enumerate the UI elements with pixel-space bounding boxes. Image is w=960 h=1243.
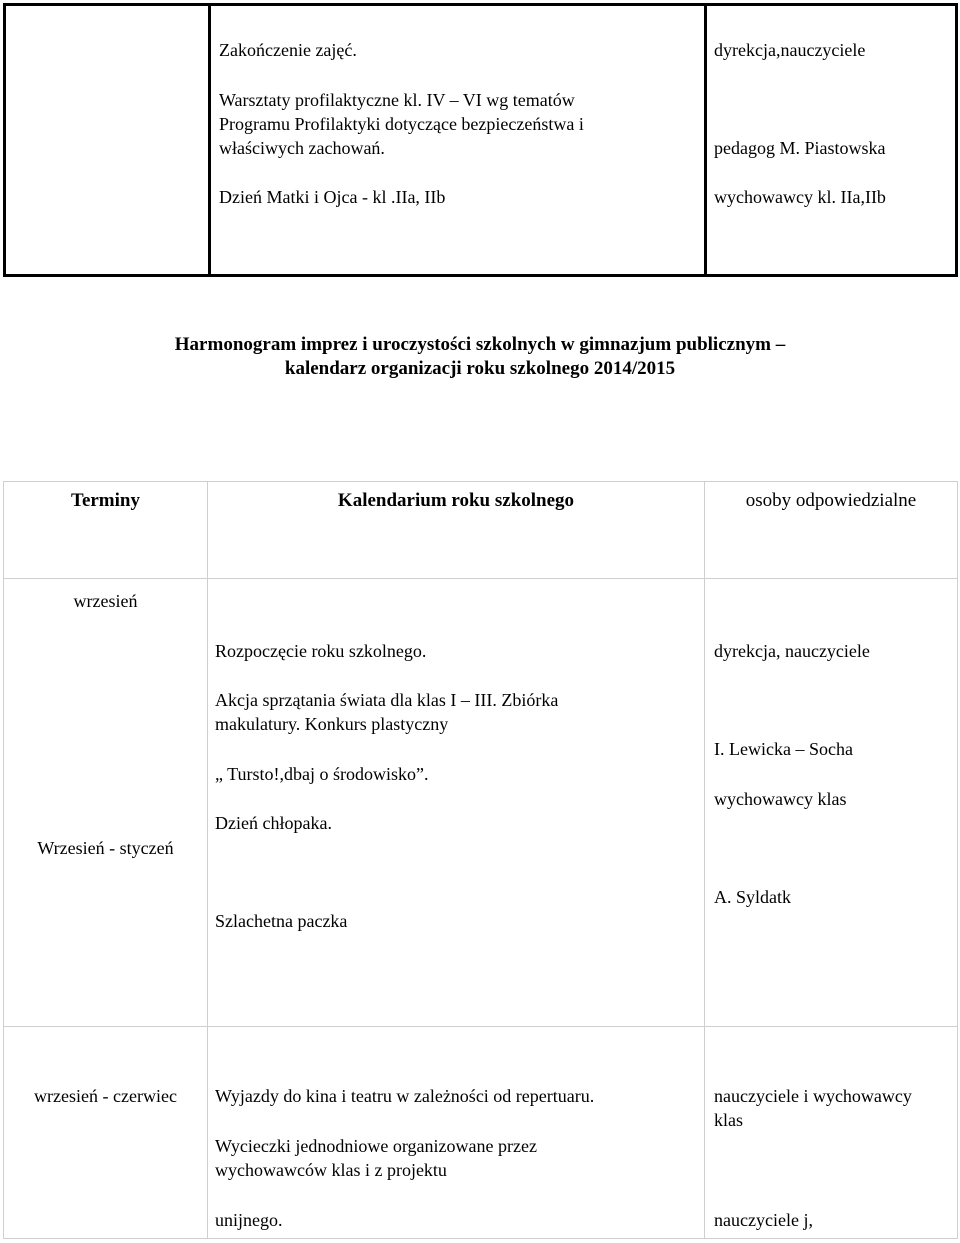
term-september-january: Wrzesień - styczeń <box>37 838 174 858</box>
event-cinema-theatre: Wyjazdy do kina i teatru w zależności od repertuaru. <box>215 1086 595 1106</box>
table-border-bottom <box>3 1238 958 1239</box>
header-terms: Terminy <box>71 490 140 511</box>
resp-lewicka-socha: I. Lewicka – Socha <box>714 739 853 759</box>
header-responsible: osoby odpowiedzialne <box>745 490 917 511</box>
page-title-line2: kalendarz organizacji roku szkolnego 2014/2015 <box>284 358 676 379</box>
resp-class-tutors: wychowawcy klas <box>714 789 847 809</box>
resp-teachers-tutors-line2: klas <box>714 1110 743 1130</box>
top-resp-management: dyrekcja,nauczyciele <box>714 40 866 60</box>
top-table-border-top <box>3 3 958 6</box>
event-trips-line3: unijnego. <box>215 1210 283 1230</box>
event-school-year-start: Rozpoczęcie roku szkolnego. <box>215 641 427 661</box>
top-table-border-left <box>3 3 6 277</box>
event-trips-line2: wychowawców klas i z projektu <box>215 1160 447 1180</box>
event-boys-day: Dzień chłopaka. <box>215 813 332 833</box>
top-event-end-classes: Zakończenie zajęć. <box>219 40 357 60</box>
resp-teachers-j: nauczyciele j, <box>714 1210 813 1230</box>
resp-syldatk: A. Syldatk <box>714 887 792 907</box>
event-noble-parcel: Szlachetna paczka <box>215 911 348 931</box>
top-event-workshops-line3: właściwych zachowań. <box>219 138 385 158</box>
top-event-workshops-line2: Programu Profilaktyki dotyczące bezpieczeństwa i <box>219 114 584 134</box>
table-border-right <box>957 481 958 1239</box>
top-table-divider-2 <box>704 3 707 277</box>
term-september-june: wrzesień - czerwiec <box>34 1086 177 1106</box>
table-border-top <box>3 481 958 482</box>
resp-teachers-tutors-line1: nauczyciele i wychowawcy <box>714 1086 912 1106</box>
top-table-divider-1 <box>208 3 211 277</box>
header-calendar: Kalendarium roku szkolnego <box>337 490 575 511</box>
table-header-divider <box>3 578 958 579</box>
top-event-parents-day: Dzień Matki i Ojca - kl .IIa, IIb <box>219 187 446 207</box>
table-col-divider-1 <box>207 481 208 1239</box>
top-table-border-bottom <box>3 274 958 277</box>
top-event-workshops-line1: Warsztaty profilaktyczne kl. IV – VI wg tematów <box>219 90 575 110</box>
top-resp-tutors: wychowawcy kl. IIa,IIb <box>714 187 886 207</box>
term-september: wrzesień <box>73 591 138 611</box>
event-trips-line1: Wycieczki jednodniowe organizowane przez <box>215 1136 537 1156</box>
event-clean-world-line2: makulatury. Konkurs plastyczny <box>215 714 449 734</box>
table-col-divider-2 <box>704 481 705 1239</box>
event-art-contest: „ Tursto!,dbaj o środowisko”. <box>215 764 429 784</box>
top-resp-pedagogue: pedagog M. Piastowska <box>714 138 886 158</box>
event-clean-world-line1: Akcja sprzątania świata dla klas I – III. Zbiórka <box>215 690 559 710</box>
top-table-border-right <box>955 3 958 277</box>
page-title-line1: Harmonogram imprez i uroczystości szkolnych w gimnazjum publicznym – <box>174 334 786 355</box>
table-row-divider <box>3 1026 958 1027</box>
resp-management-teachers: dyrekcja, nauczyciele <box>714 641 870 661</box>
